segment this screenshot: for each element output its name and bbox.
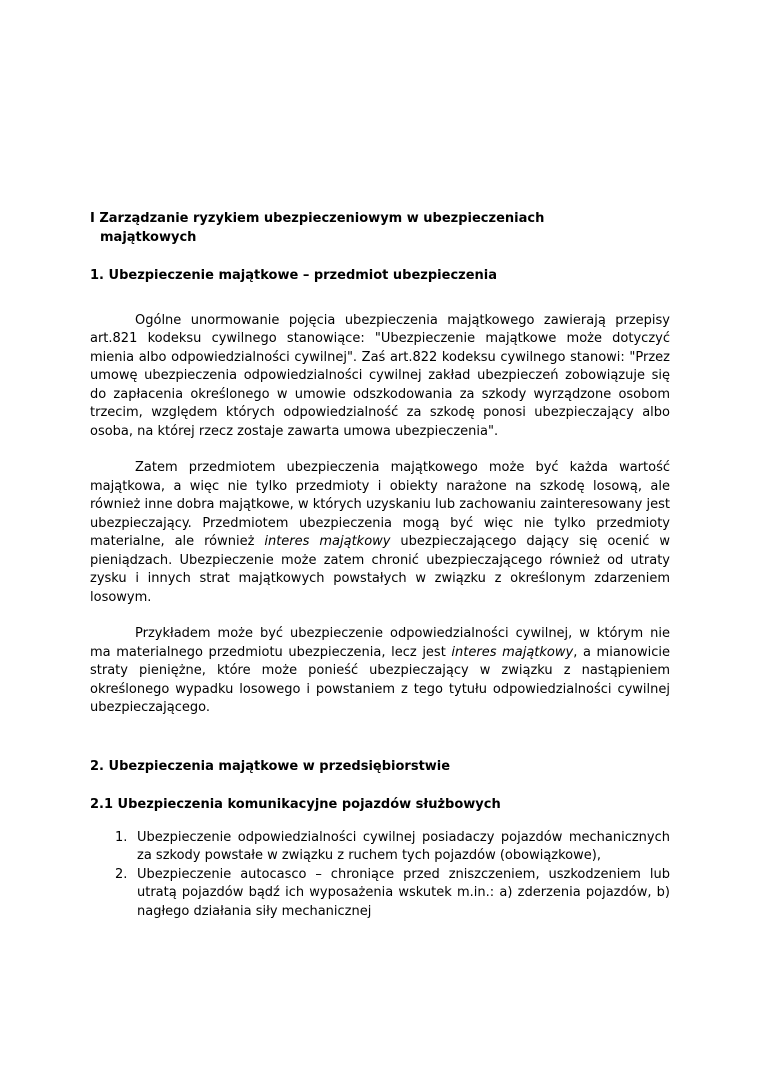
paragraph-1-text: Ogólne unormowanie pojęcia ubezpieczenia majątkowego zawierają przepisy art.821 kodeksu cywilnego stanowiące: "Ubezpieczenie majątkowe może dotyczyć mienia albo odpowiedzialności cywilnej". Zaś art.822 kodeksu cywilnego stanowi: "Przez umowę ubezpieczenia odpowiedzialności cywilnej zakład ubezpieczeń zobowiązuje się do zapłacenia określonego w umowie odszkodowania za szkody wyrządzone osobom trzecim, względem których odpowiedzialność za szkodę ponosi ubezpieczający albo osoba, na której rzecz zostaje zawarta umowa ubezpieczenia". bbox=[90, 312, 670, 439]
vehicle-insurance-list bbox=[90, 829, 670, 922]
paragraph-3-run-3: , a mianowicie straty pieniężne, które może ponieść ubezpieczający w związku z nastąpieniem określonego wypadku losowego i powstaniem z tego tytułu odpowiedzialności cywilnej ubezpieczającego. bbox=[90, 644, 670, 715]
list-item bbox=[90, 829, 670, 866]
list-item bbox=[90, 866, 670, 922]
list-item-2-text: Ubezpieczenie autocasco – chroniące przed zniszczeniem, uszkodzeniem lub utratą pojazdów bądź ich wyposażenia wskutek m.in.: a) zderzenia pojazdów, b) nagłego działania siły mechanicznej bbox=[137, 866, 670, 919]
paragraph-1 bbox=[90, 312, 670, 442]
list-item-1-number: 1. bbox=[115, 829, 128, 845]
paragraph-3-run-1: Przykładem może być ubezpieczenie odpowiedzialności cywilnej, w którym nie ma materialnego przedmiotu ubezpieczenia, lecz jest bbox=[90, 626, 670, 660]
paragraph-3-run-2-italic: interes majątkowy bbox=[451, 644, 574, 660]
document-title bbox=[90, 210, 670, 247]
paragraph-2-run-1: Zatem przedmiotem ubezpieczenia majątkowego może być każda wartość majątkowa, a więc nie tylko przedmioty i obiekty narażone na szkodę losową, ale również inne dobra majątkowe, w których uzyskaniu lub zachowaniu zainteresowany jest ubezpieczający. Przedmiotem ubezpieczenia mogą być więc nie tylko przedmioty materialne, ale również bbox=[90, 460, 670, 549]
paragraph-2 bbox=[90, 459, 670, 607]
section2-1-subheading: 2.1 Ubezpieczenia komunikacyjne pojazdów służbowych bbox=[90, 797, 501, 812]
section1-heading: 1. Ubezpieczenie majątkowe – przedmiot ubezpieczenia bbox=[90, 268, 498, 283]
list-item-1-text: Ubezpieczenie odpowiedzialności cywilnej posiadaczy pojazdów mechanicznych za szkody powstałe w związku z ruchem tych pojazdów (obowiązkowe), bbox=[137, 829, 670, 863]
list-item-2-number: 2. bbox=[115, 866, 128, 882]
document-title-line1: I Zarządzanie ryzykiem ubezpieczeniowym w ubezpieczeniach bbox=[90, 211, 545, 226]
paragraph-2-run-3: ubezpieczającego dający się ocenić w pieniądzach. Ubezpieczenie może zatem chronić ubezpieczającego również od utraty zysku i innych strat majątkowych powstałych w związku z określonym zdarzeniem losowym. bbox=[90, 534, 670, 605]
section2-heading: 2. Ubezpieczenia majątkowe w przedsiębiorstwie bbox=[90, 758, 451, 774]
document-title-line2: majątkowych bbox=[100, 229, 197, 245]
paragraph-3 bbox=[90, 625, 670, 718]
paragraph-2-run-2-italic: interes majątkowy bbox=[264, 534, 391, 549]
